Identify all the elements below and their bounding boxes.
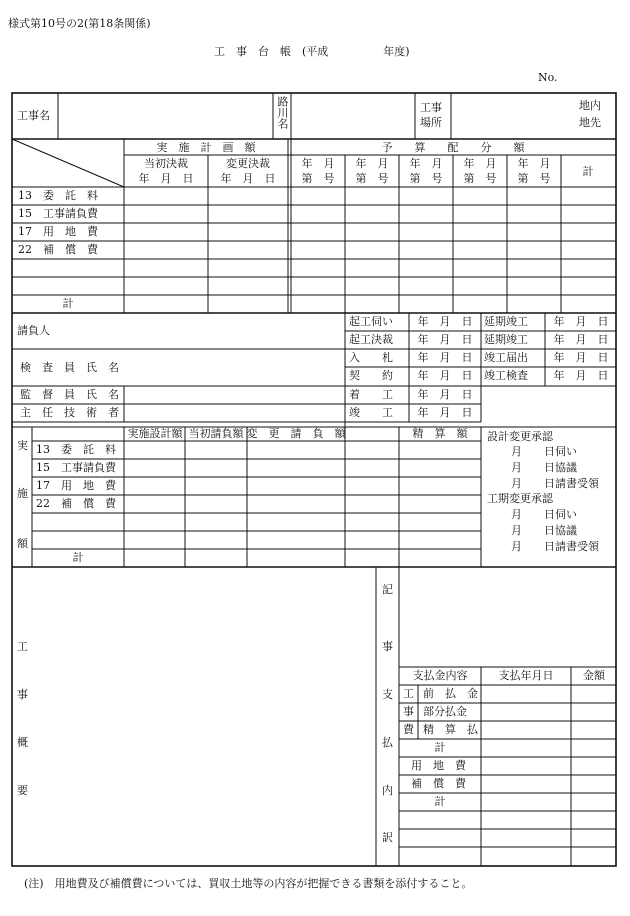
event-ymd: 年 月 日 [553,369,609,382]
dai-go-label: 第 号 [355,172,389,185]
event-ymd: 年 月 日 [417,315,473,328]
pay-col-naiyo: 支払金内容 [412,669,468,682]
event-shunko: 竣 工 [349,406,393,419]
jisshi-side-label-2: 施 [17,487,28,500]
koki-henko-shonin: 工期変更承認 [487,492,553,505]
pay-col-date: 支払年月日 [498,669,554,682]
event-ymd: 年 月 日 [417,369,473,382]
henko-ymd-label: 年 月 日 [220,172,276,185]
jisshi-side-label-1: 実 [17,439,28,452]
event-ymd: 年 月 日 [417,351,473,364]
event-ymd: 年 月 日 [553,351,609,364]
nengetsu-label: 年 月 [517,157,551,170]
plan-row-hosho: 22 補 償 費 [18,243,98,256]
koji-hi-label-3: 費 [403,723,414,736]
rosen-mei-label: 路川名 [276,96,289,129]
koji-mei-label: 工事名 [17,109,50,122]
actual-total-label: 計 [72,551,84,564]
dai-go-label: 第 号 [301,172,335,185]
actual-row-itaku: 13 委 託 料 [36,443,116,456]
col-tosho-ukeoi: 当初請負額 [188,427,244,440]
event-enki-shunko: 延期竣工 [484,315,528,328]
tosho-kessai-label: 当初決裁 [144,157,188,170]
event-keiyaku: 契 約 [349,369,393,382]
col-jisshi-sekkei: 実施設計額 [127,427,183,440]
event-enki-shunko: 延期竣工 [484,333,528,346]
event-ymd: 年 月 日 [417,333,473,346]
jisshi-side-label-3: 額 [17,537,28,550]
approval-kyogi: 月 日協議 [511,461,577,474]
nengetsu-label: 年 月 [463,157,497,170]
chisaki-label: 地先 [579,116,601,129]
pay-col-amount: 金額 [583,669,605,682]
kiji-label-2: 事 [382,640,393,653]
event-ymd: 年 月 日 [553,315,609,328]
plan-row-itaku: 13 委 託 料 [18,189,98,202]
ukeoi-nin-label: 請負人 [17,324,50,337]
henko-kessai-label: 変更決裁 [226,157,270,170]
document-number-label: No. [538,71,558,84]
kiji-label-1: 記 [382,583,393,596]
gaiyo-label-1: 工 [17,640,28,653]
approval-ukagai: 月 日伺い [511,445,577,458]
actual-row-ukeoi: 15 工事請負費 [36,461,116,474]
kantoku-in-label: 監 督 員 氏 名 [20,388,119,401]
gaiyo-label-2: 事 [17,688,28,701]
pay-item-hosho: 補 償 費 [411,777,466,790]
gaiyo-label-3: 概 [17,736,28,749]
approval-kyogi: 月 日協議 [511,524,577,537]
plan-total-label: 計 [62,297,74,310]
plan-row-yochi: 17 用 地 費 [18,225,98,238]
koji-hi-label-2: 事 [403,705,414,718]
koji-basho-label: 工事場所 [420,101,442,129]
dai-go-label: 第 号 [463,172,497,185]
koji-hi-label-1: 工 [403,687,414,700]
dai-go-label: 第 号 [517,172,551,185]
shiharai-label-4: 訳 [382,831,393,844]
yosan-haibun-header: 予 算 配 分 額 [381,141,525,154]
jisshi-keikaku-header: 実 施 計 画 額 [156,141,256,154]
event-shunko-todokede: 竣工届出 [484,351,528,364]
actual-row-yochi: 17 用 地 費 [36,479,116,492]
approval-ukesho: 月 日請書受領 [511,540,599,553]
shiharai-label-1: 支 [382,688,393,701]
event-ymd: 年 月 日 [417,388,473,401]
pay-item-yochi: 用 地 費 [411,759,466,772]
sekkei-henko-shonin: 設計変更承認 [487,430,553,443]
actual-row-hosho: 22 補 償 費 [36,497,116,510]
event-ymd: 年 月 日 [417,406,473,419]
col-seisan: 精 算 額 [412,427,468,440]
form-reference: 様式第10号の2(第18条関係) [8,17,151,30]
pay-other-kei: 計 [434,795,446,808]
shunin-gijutsusha-label: 主 任 技 術 者 [20,406,119,419]
chinai-label: 地内 [579,99,601,112]
pay-item-maebarai: 前 払 金 [423,687,478,700]
event-nyusatsu: 入 札 [349,351,393,364]
pay-koji-kei: 計 [434,741,446,754]
footer-note: (注) 用地費及び補償費については、買収土地等の内容が把握できる書類を添付すること。 [24,877,473,890]
event-ymd: 年 月 日 [553,333,609,346]
event-shunko-kensa: 竣工検査 [484,369,528,382]
approval-ukagai: 月 日伺い [511,508,577,521]
event-kiko-ukagai: 起工伺い [349,315,393,328]
event-chakko: 着 工 [349,388,393,401]
nengetsu-label: 年 月 [355,157,389,170]
shiharai-label-2: 払 [382,736,393,749]
plan-row-ukeoi: 15 工事請負費 [18,207,98,220]
gaiyo-label-4: 要 [17,784,28,797]
plan-kei-label: 計 [582,165,594,178]
col-henko-ukeoi: 変 更 請 負 額 [246,427,346,440]
approval-ukesho: 月 日請書受領 [511,477,599,490]
tosho-ymd-label: 年 月 日 [138,172,194,185]
kensa-in-label: 検 査 員 氏 名 [20,361,119,374]
event-kiko-kessai: 起工決裁 [349,333,393,346]
nengetsu-label: 年 月 [409,157,443,170]
pay-item-seisan: 精 算 払 [423,723,478,736]
nengetsu-label: 年 月 [301,157,335,170]
pay-item-bubun: 部分払金 [423,705,467,718]
shiharai-label-3: 内 [382,784,393,797]
dai-go-label: 第 号 [409,172,443,185]
page-title: 工 事 台 帳 (平成 年度) [214,45,410,58]
